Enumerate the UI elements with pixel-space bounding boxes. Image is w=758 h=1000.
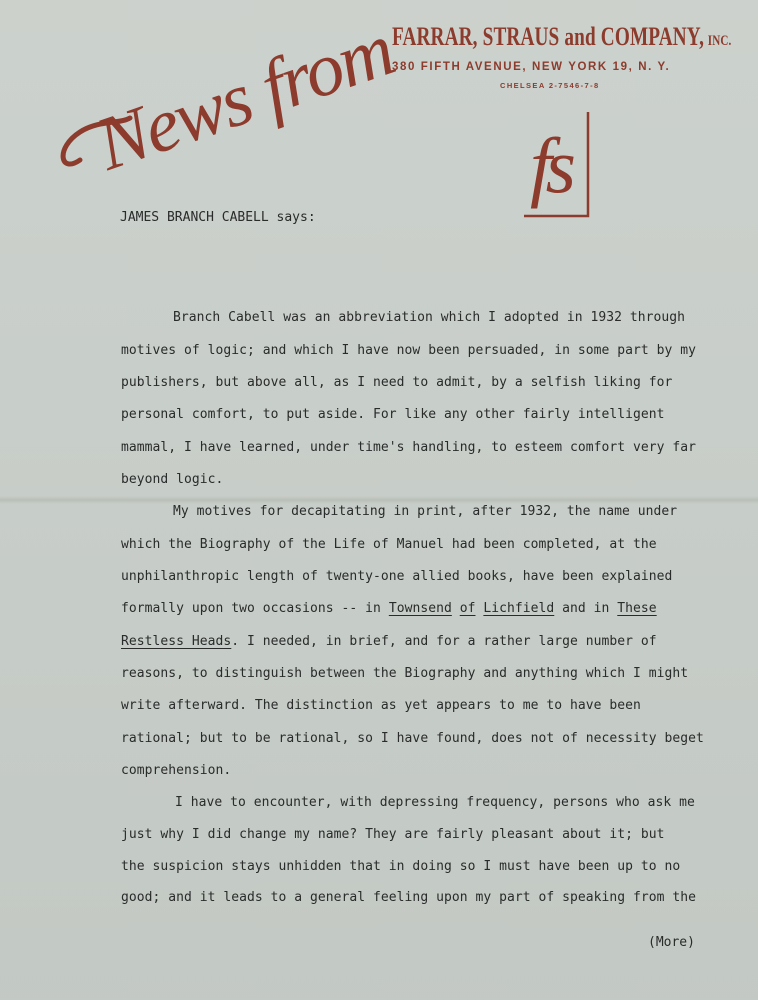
- body-line: [121, 601, 657, 616]
- body-line: good; and it leads to a general feeling upon my part of speaking from the: [121, 890, 696, 905]
- body-line: reasons, to distinguish between the Biography and anything which I might: [121, 666, 689, 681]
- body-line: beyond logic.: [121, 472, 224, 487]
- body-line: unphilanthropic length of twenty-one allied books, have been explained: [121, 569, 673, 584]
- company-phone: CHELSEA 2-7546-7-8: [500, 81, 600, 90]
- book-title-restless-heads: Restless Heads: [121, 634, 232, 649]
- fs-monogram: [522, 108, 602, 223]
- company-name: [392, 22, 731, 52]
- book-title-of: of: [459, 601, 476, 616]
- body-line: just why I did change my name? They are fairly pleasant about it; but: [121, 827, 665, 842]
- company-inc: INC.: [707, 33, 732, 49]
- body-line: comprehension.: [121, 763, 232, 778]
- body-text: formally upon two occasions -- in: [121, 601, 389, 616]
- news-from-script-logo: [50, 7, 404, 187]
- body-line: personal comfort, to put aside. For like any other fairly intelligent: [121, 407, 665, 422]
- body-line: Branch Cabell was an abbreviation which I adopted in 1932 through: [173, 310, 685, 325]
- news-from-script-text: News from: [85, 7, 404, 187]
- body-text: and in: [554, 601, 618, 616]
- book-title-these: These: [617, 601, 657, 616]
- more-indicator: (More): [648, 935, 695, 950]
- body-text: . I needed, in brief, and for a rather large number of: [231, 634, 657, 649]
- body-line: motives of logic; and which I have now been persuaded, in some part by my: [121, 343, 696, 358]
- author-heading: JAMES BRANCH CABELL says:: [120, 210, 316, 225]
- body-line: rational; but to be rational, so I have found, does not of necessity beget: [121, 731, 704, 746]
- body-line: which the Biography of the Life of Manuel had been completed, at the: [121, 537, 657, 552]
- body-line: publishers, but above all, as I need to admit, by a selfish liking for: [121, 375, 673, 390]
- body-line: write afterward. The distinction as yet appears to me to have been: [121, 698, 641, 713]
- company-name-text: FARRAR, STRAUS and COMPANY,: [392, 22, 705, 51]
- fs-monogram-text: fs: [530, 122, 571, 209]
- body-line: mammal, I have learned, under time's handling, to esteem comfort very far: [121, 440, 696, 455]
- body-line: My motives for decapitating in print, after 1932, the name under: [173, 504, 678, 519]
- body-line: the suspicion stays unhidden that in doing so I must have been up to no: [121, 859, 681, 874]
- book-title-townsend: Townsend: [388, 601, 452, 616]
- company-address: 380 FIFTH AVENUE, NEW YORK 19, N. Y.: [392, 61, 671, 73]
- body-line: I have to encounter, with depressing frequency, persons who ask me: [175, 795, 695, 810]
- book-title-lichfield: Lichfield: [483, 601, 555, 616]
- body-line: [121, 634, 657, 649]
